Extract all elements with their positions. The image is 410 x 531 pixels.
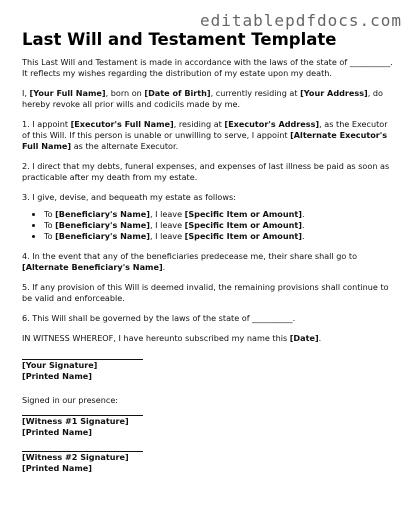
predecease-text: 4. In the event that any of the beneficiaries predecease me, their share shall go to: [22, 251, 358, 261]
witness-clause-text: .: [318, 333, 322, 343]
predecease-paragraph: [22, 251, 394, 273]
bequest-text: To: [44, 209, 56, 219]
bequest-text: .: [301, 220, 305, 230]
item-placeholder: [Specific Item or Amount]: [184, 231, 302, 241]
declaration-text: , do hereby revoke all prior wills and codicils made by me.: [22, 88, 383, 109]
executor-text: 1. I appoint: [22, 119, 71, 129]
bequest-item: [44, 209, 394, 220]
bequest-item: [44, 220, 394, 231]
bequest-text: .: [301, 231, 305, 241]
witness2-signature-block: [22, 451, 394, 474]
executor-name-placeholder: [Executor's Full Name]: [70, 119, 174, 129]
beneficiary-placeholder: [Beneficiary's Name]: [55, 220, 150, 230]
bequest-intro: 3. I give, devise, and bequeath my estate as follows:: [22, 192, 236, 202]
executor-text: , residing at: [173, 119, 225, 129]
executor-text: as the alternate Executor.: [71, 141, 179, 151]
witness1-signature-block: [22, 415, 394, 438]
signature-label: [Witness #1 Signature]: [22, 416, 129, 426]
alt-executor-placeholder: [Alternate Executor's Full Name]: [22, 130, 388, 151]
intro-text-end: . It reflects my wishes regarding the distribution of my estate upon my death.: [22, 57, 393, 78]
printed-name-label: [Printed Name]: [22, 427, 92, 437]
beneficiary-placeholder: [Beneficiary's Name]: [55, 209, 150, 219]
bequest-text: , I leave: [149, 209, 185, 219]
alt-beneficiary-placeholder: [Alternate Beneficiary's Name]: [22, 262, 163, 272]
bequest-text: .: [301, 209, 305, 219]
full-name-placeholder: [Your Full Name]: [29, 88, 106, 98]
bequest-item: [44, 231, 394, 242]
declaration-paragraph: [22, 88, 394, 110]
declaration-text: I,: [22, 88, 30, 98]
item-placeholder: [Specific Item or Amount]: [184, 209, 302, 219]
beneficiary-placeholder: [Beneficiary's Name]: [55, 231, 150, 241]
debts-paragraph: 2. I direct that my debts, funeral expenses, and expenses of last illness be paid as soon as practicable after my death from my estate.: [22, 161, 390, 182]
bequest-text: , I leave: [149, 220, 185, 230]
watermark: editablepdfdocs.com: [200, 11, 403, 30]
bequest-text: To: [44, 231, 56, 241]
testator-signature-block: [22, 359, 394, 382]
bequest-text: , I leave: [149, 231, 185, 241]
bequest-list: [22, 209, 394, 242]
signature-label: [Your Signature]: [22, 360, 98, 370]
intro-text: This Last Will and Testament is made in accordance with the laws of the state of: [22, 57, 348, 67]
item-placeholder: [Specific Item or Amount]: [184, 220, 302, 230]
signature-label: [Witness #2 Signature]: [22, 452, 129, 462]
governing-law-paragraph: 6. This Will shall be governed by the laws of the state of __________.: [22, 313, 296, 323]
intro-paragraph: [22, 57, 394, 79]
printed-name-label: [Printed Name]: [22, 371, 92, 381]
declaration-text: , currently residing at: [210, 88, 301, 98]
document-title: Last Will and Testament Template: [22, 30, 337, 49]
bequest-text: To: [44, 220, 56, 230]
executor-address-placeholder: [Executor's Address]: [224, 119, 320, 129]
witness-clause: [22, 333, 394, 344]
address-placeholder: [Your Address]: [300, 88, 368, 98]
date-placeholder: [Date]: [289, 333, 319, 343]
printed-name-label: [Printed Name]: [22, 463, 92, 473]
predecease-text: .: [162, 262, 166, 272]
executor-paragraph: [22, 119, 394, 152]
document-body: [22, 57, 394, 487]
dob-placeholder: [Date of Birth]: [144, 88, 211, 98]
executor-text: , as the Executor of this Will. If this person is unable or unwilling to serve, I appoint: [22, 119, 388, 140]
state-blank: __________: [349, 57, 391, 67]
severability-paragraph: 5. If any provision of this Will is deemed invalid, the remaining provisions shall continue to be valid and enforceable.: [22, 282, 389, 303]
presence-text: Signed in our presence:: [22, 395, 119, 405]
witness-clause-text: IN WITNESS WHEREOF, I have hereunto subscribed my name this: [22, 333, 290, 343]
declaration-text: , born on: [105, 88, 145, 98]
